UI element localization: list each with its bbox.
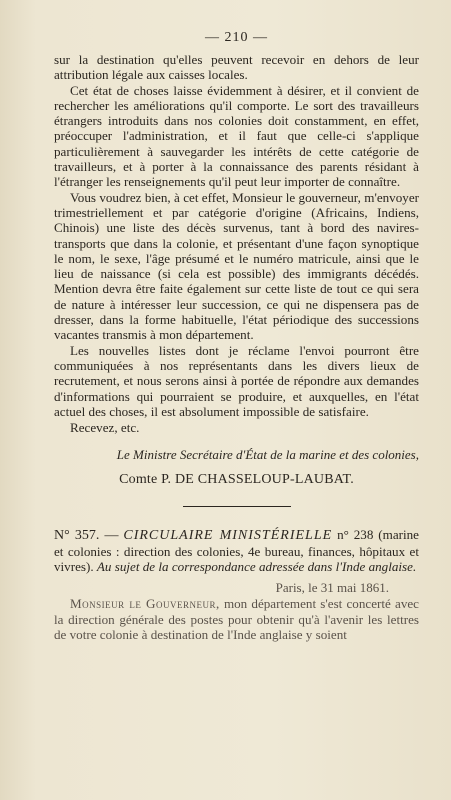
circular-heading — [54, 527, 419, 574]
paragraph-new-lists: Les nouvelles listes dont je réclame l'envoi pourront être communiquées à nos représentants dans les divers lieux de recrutement, et nous serons ainsi à portée de répondre aux demandes d'informations qui pourraient se produire, et auxquelles, en l'état actuel des choses, il est absolument impossible de satisfaire. — [54, 342, 419, 419]
circular-label: CIRCULAIRE MINISTÉRIELLE — [123, 528, 333, 544]
paragraph-continuation: sur la destination qu'elles peuvent recevoir en dehors de leur attribution légale aux caisses locales. — [54, 52, 419, 83]
dateline: Paris, le 31 mai 1861. — [275, 580, 389, 596]
entry-number: N° 357. — — [54, 528, 119, 544]
closing-formula: Recevez, etc. — [70, 420, 140, 436]
section-divider — [183, 506, 291, 507]
paragraph-conditions: Cet état de choses laisse évidemment à désirer, et il convient de rechercher les améliorations qu'il comporte. Le sort des travailleurs étrangers introduits dans nos colonies doit constamment, en effet, préoccuper l'administration, et il faut que celle-ci s'applique particulièrement à sauvegarder les intérêts de cette catégorie de travailleurs, et à porter à la connaissance des parents résidant à l'étranger les renseignements qu'il peut leur importer de connaître. — [54, 82, 419, 190]
circular-body-start — [54, 596, 419, 642]
circular-heading-text — [54, 527, 419, 574]
signature-title: Le Ministre Secrétaire d'État de la marine et des colonies, — [116, 447, 419, 463]
page-number: — 210 — — [205, 30, 268, 45]
paragraph-instructions: Vous voudrez bien, à cet effet, Monsieur le gouverneur, m'envoyer trimestriellement et par catégorie d'origine (Africains, Indiens, Chinois) une liste des décès survenus, tant à bord des navires-transports que dans la colonie, et présentant d'une façon synoptique le nom, le sexe, l'âge présumé et le numéro matricule, ainsi que le lieu de naissance (si cela est possible) des immigrants décédés. Mention devra être faite également sur cette liste de tout ce qui sera de nature à intéresser leur succession, ce qui ne dispensera pas de dresser, dans la forme habituelle, l'état périodique des successions vacantes transmis à mon département. — [54, 189, 419, 343]
circular-details: n° 238 (marine et colonies : direction des colonies, 4e bureau, finances, hôpitaux et vivres). — [54, 527, 419, 575]
circular-subject: Au sujet de la correspondance adressée dans l'Inde anglaise. — [96, 559, 417, 575]
signature-name: Comte P. DE CHASSELOUP-LAUBAT. — [119, 472, 354, 488]
salutation: Monsieur le Gouverneur, — [70, 596, 220, 612]
circular-body-text: mon département s'est concerté avec la direction générale des postes pour obtenir qu'à l'avenir les lettres de votre colonie à destination de l'Inde anglaise y soient — [54, 596, 419, 642]
